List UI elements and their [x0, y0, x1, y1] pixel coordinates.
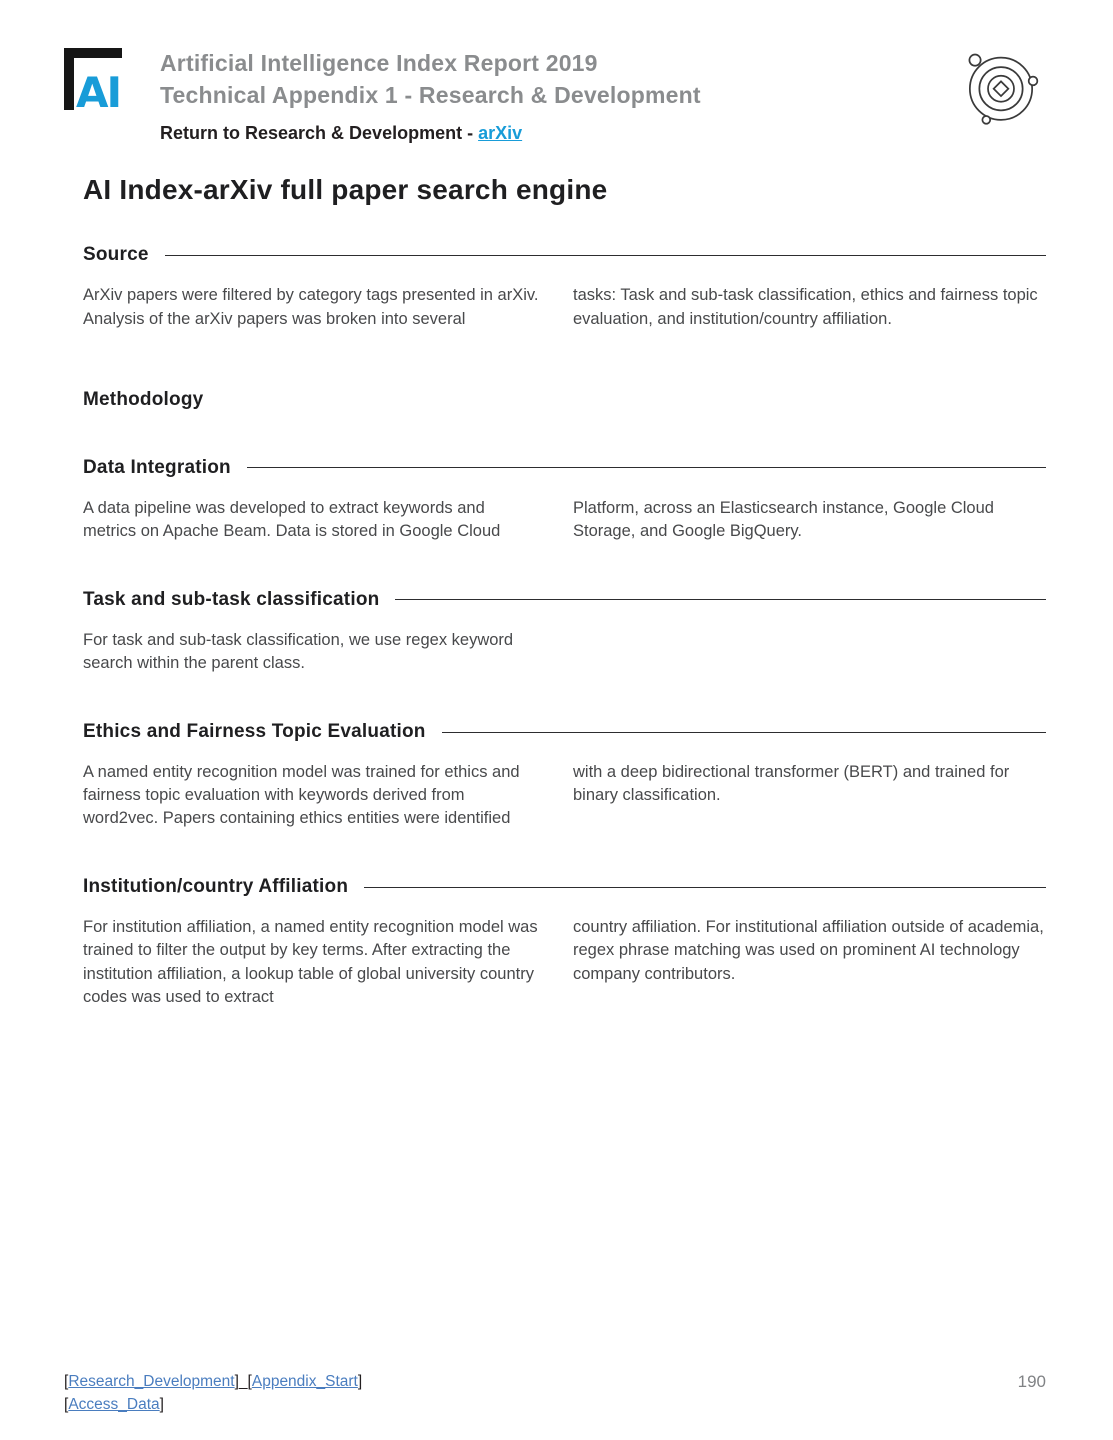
header-text-block: [160, 46, 701, 144]
section-rule: [165, 255, 1046, 256]
report-subtitle: Technical Appendix 1 - Research & Development: [160, 81, 701, 108]
bracket: ]: [234, 1373, 239, 1391]
section-methodology: [83, 389, 1046, 411]
body-text-left: A data pipeline was developed to extract keywords and metrics on Apache Beam. Data is stored in Google Cloud: [83, 498, 501, 540]
body-text-right: Platform, across an Elasticsearch instance, Google Cloud Storage, and Google BigQuery.: [573, 498, 994, 540]
section-task-classification: [83, 589, 1046, 675]
body-text-left: A named entity recognition model was trained for ethics and fairness topic evaluation with keywords derived from word2vec. Papers containing ethics entities were identified: [83, 763, 520, 828]
section-heading-methodology: Methodology: [83, 388, 204, 410]
section-heading-data-integration: Data Integration: [83, 456, 231, 478]
report-title: Artificial Intelligence Index Report 2019: [160, 50, 598, 76]
arxiv-link[interactable]: arXiv: [478, 123, 523, 144]
separator: _: [238, 1373, 248, 1391]
footer-links: [64, 1371, 362, 1416]
body-text-left: ArXiv papers were filtered by category tags presented in arXiv. Analysis of the arXiv papers was broken into several: [83, 286, 539, 328]
footer-links-line-2: [64, 1394, 362, 1416]
return-text: Return to Research & Development -: [160, 123, 479, 144]
section-heading-source: Source: [83, 244, 149, 266]
bracket: [: [64, 1373, 69, 1391]
body-text-left: For institution affiliation, a named entity recognition model was trained to filter the output by key terms. After extracting the institution affiliation, a lookup table of global university country codes was used to extract: [83, 918, 538, 1006]
section-institution-affiliation: [83, 876, 1046, 1008]
section-rule: [395, 599, 1046, 600]
body-text-right: country affiliation. For institutional affiliation outside of academia, regex phrase matching was used on prominent AI technology company contributors.: [573, 918, 1044, 983]
page-number: 190: [1017, 1372, 1046, 1392]
appendix-start-link[interactable]: Appendix_Start: [251, 1373, 358, 1391]
bracket: ]: [357, 1373, 363, 1391]
body-text-right: [573, 629, 1046, 675]
orbit-circles-icon: [956, 42, 1046, 132]
access-data-link[interactable]: Access_Data: [68, 1395, 160, 1413]
section-source: [83, 244, 1046, 330]
body-text-left: For task and sub-task classification, we use regex keyword search within the parent class.: [83, 630, 514, 672]
footer-links-line-1: [64, 1371, 362, 1393]
section-rule: [442, 732, 1046, 733]
bracket: [: [247, 1373, 252, 1391]
section-rule: [364, 887, 1046, 888]
logo-text: AI: [76, 68, 121, 117]
bracket: ]: [159, 1395, 164, 1413]
section-heading-task-classification: Task and sub-task classification: [83, 588, 380, 610]
research-development-link[interactable]: Research_Development: [68, 1373, 235, 1391]
ai-index-logo: [64, 48, 138, 124]
body-text-right: with a deep bidirectional transformer (BERT) and trained for binary classification.: [573, 763, 1010, 805]
section-heading-ethics-fairness: Ethics and Fairness Topic Evaluation: [83, 721, 426, 743]
section-rule: [247, 467, 1046, 468]
return-line: [160, 123, 701, 144]
section-data-integration: [83, 457, 1046, 543]
body-text-right: tasks: Task and sub-task classification, ethics and fairness topic evaluation, and institution/country affiliation.: [573, 286, 1038, 328]
section-ethics-fairness: [83, 721, 1046, 830]
footer: [64, 1371, 1046, 1416]
section-heading-institution-affiliation: Institution/country Affiliation: [83, 876, 349, 898]
bracket: [: [64, 1395, 69, 1413]
page-title: AI Index-arXiv full paper search engine: [83, 174, 608, 206]
header: [76, 46, 1046, 144]
